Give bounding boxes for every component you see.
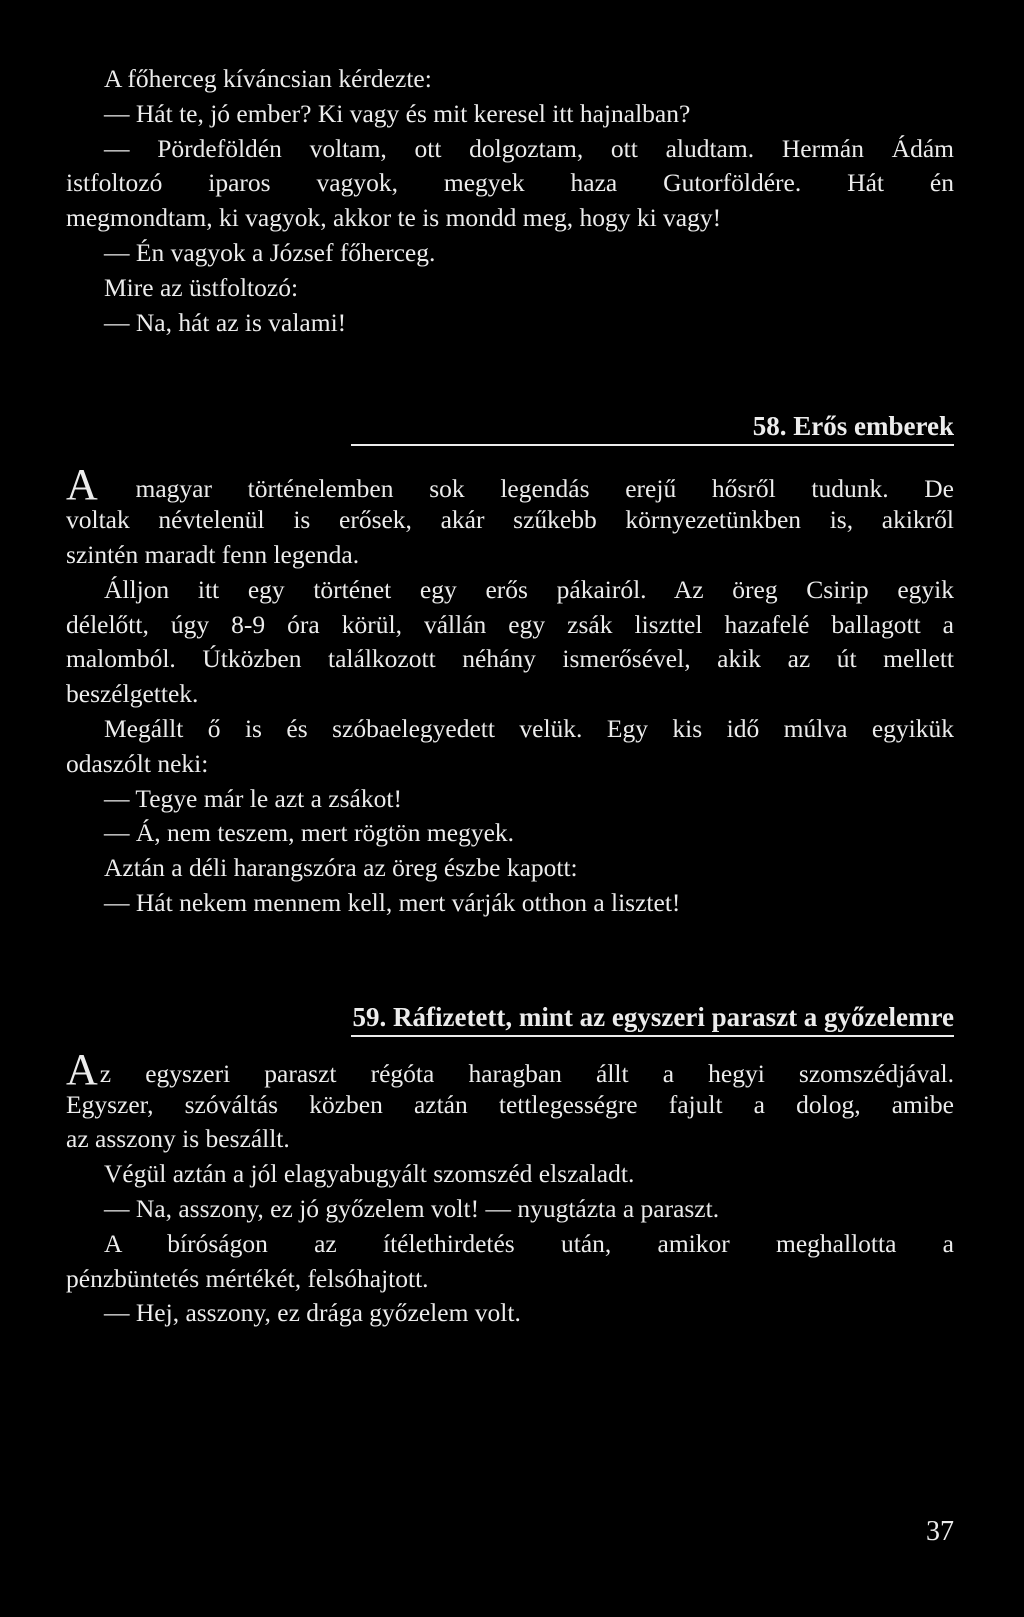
text-line: voltak névtelenül is erősek, akár szűkebb környezetünkben is, akikről — [66, 505, 954, 535]
text-line: megmondtam, ki vagyok, akkor te is mondd meg, hogy ki vagy! — [66, 203, 722, 233]
text-line: — Hát nekem mennem kell, mert várják otthon a lisztet! — [104, 887, 681, 917]
text-line: — Pördeföldén voltam, ott dolgoztam, ott aludtam. Hermán Ádám — [104, 133, 954, 163]
page-number: 37 — [926, 1516, 954, 1547]
text-line: Álljon itt egy történet egy erős pákairól. Az öreg Csirip egyik — [104, 574, 954, 604]
top-paragraph — [66, 62, 954, 340]
text-line: Egyszer, szóváltás közben aztán tettlegességre fajult a dolog, amibe — [66, 1089, 954, 1119]
section-59-first-line — [66, 1053, 954, 1088]
text-line: Megállt ő is és szóbaelegyedett velük. Egy kis idő múlva egyikük — [104, 713, 954, 743]
dropcap-letter: A — [66, 468, 98, 504]
text-line: — Én vagyok a József főherceg. — [104, 237, 436, 267]
text-line: — Na, asszony, ez jó győzelem volt! — nyugtázta a paraszt. — [104, 1193, 720, 1223]
text-line: pénzbüntetés mértékét, felsóhajtott. — [66, 1263, 429, 1293]
text-line: — Hej, asszony, ez drága győzelem volt. — [104, 1298, 521, 1328]
page-content — [66, 62, 954, 1331]
section-59-heading: 59. Ráfizetett, mint az egyszeri paraszt a győzelemre — [352, 1001, 954, 1032]
text-line: — Na, hát az is valami! — [104, 307, 347, 337]
text-line: szintén maradt fenn legenda. — [66, 539, 360, 569]
section-58 — [66, 408, 954, 920]
text-line: odaszólt neki: — [66, 748, 209, 778]
text-line: beszélgettek. — [66, 679, 199, 709]
text-line: Végül aztán a jól elagyabugyált szomszéd elszaladt. — [104, 1159, 635, 1189]
section-58-heading: 58. Erős emberek — [752, 411, 954, 442]
first-line-text: z egyszeri paraszt régóta haragban állt a hegyi szomszédjával. — [99, 1058, 954, 1088]
text-line: — Hát te, jó ember? Ki vagy és mit keresel itt hajnalban? — [104, 98, 691, 128]
first-line-text: magyar történelemben sok legendás erejű hősről tudunk. De — [99, 474, 954, 504]
text-line: az asszony is beszállt. — [66, 1124, 290, 1154]
section-59 — [66, 999, 954, 1331]
text-line: — Tegye már le azt a zsákot! — [104, 783, 402, 813]
text-line: Aztán a déli harangszóra az öreg észbe kapott: — [104, 853, 578, 883]
dropcap-letter: A — [66, 1052, 98, 1088]
text-line: A főherceg kíváncsian kérdezte: — [104, 64, 432, 93]
text-line: malomból. Útközben találkozott néhány ismerősével, akik az út mellett — [66, 644, 954, 674]
text-line: Mire az üstfoltozó: — [104, 272, 299, 302]
text-line: A bíróságon az ítélethirdetés után, amikor meghallotta a — [104, 1228, 954, 1258]
section-58-first-line — [66, 468, 954, 503]
text-line: — Á, nem teszem, mert rögtön megyek. — [104, 818, 515, 848]
text-line: délelőtt, úgy 8-9 óra körül, vállán egy zsák liszttel hazafelé ballagott a — [66, 609, 954, 639]
text-line: istfoltozó iparos vagyok, megyek haza Gutorföldére. Hát én — [66, 168, 954, 198]
